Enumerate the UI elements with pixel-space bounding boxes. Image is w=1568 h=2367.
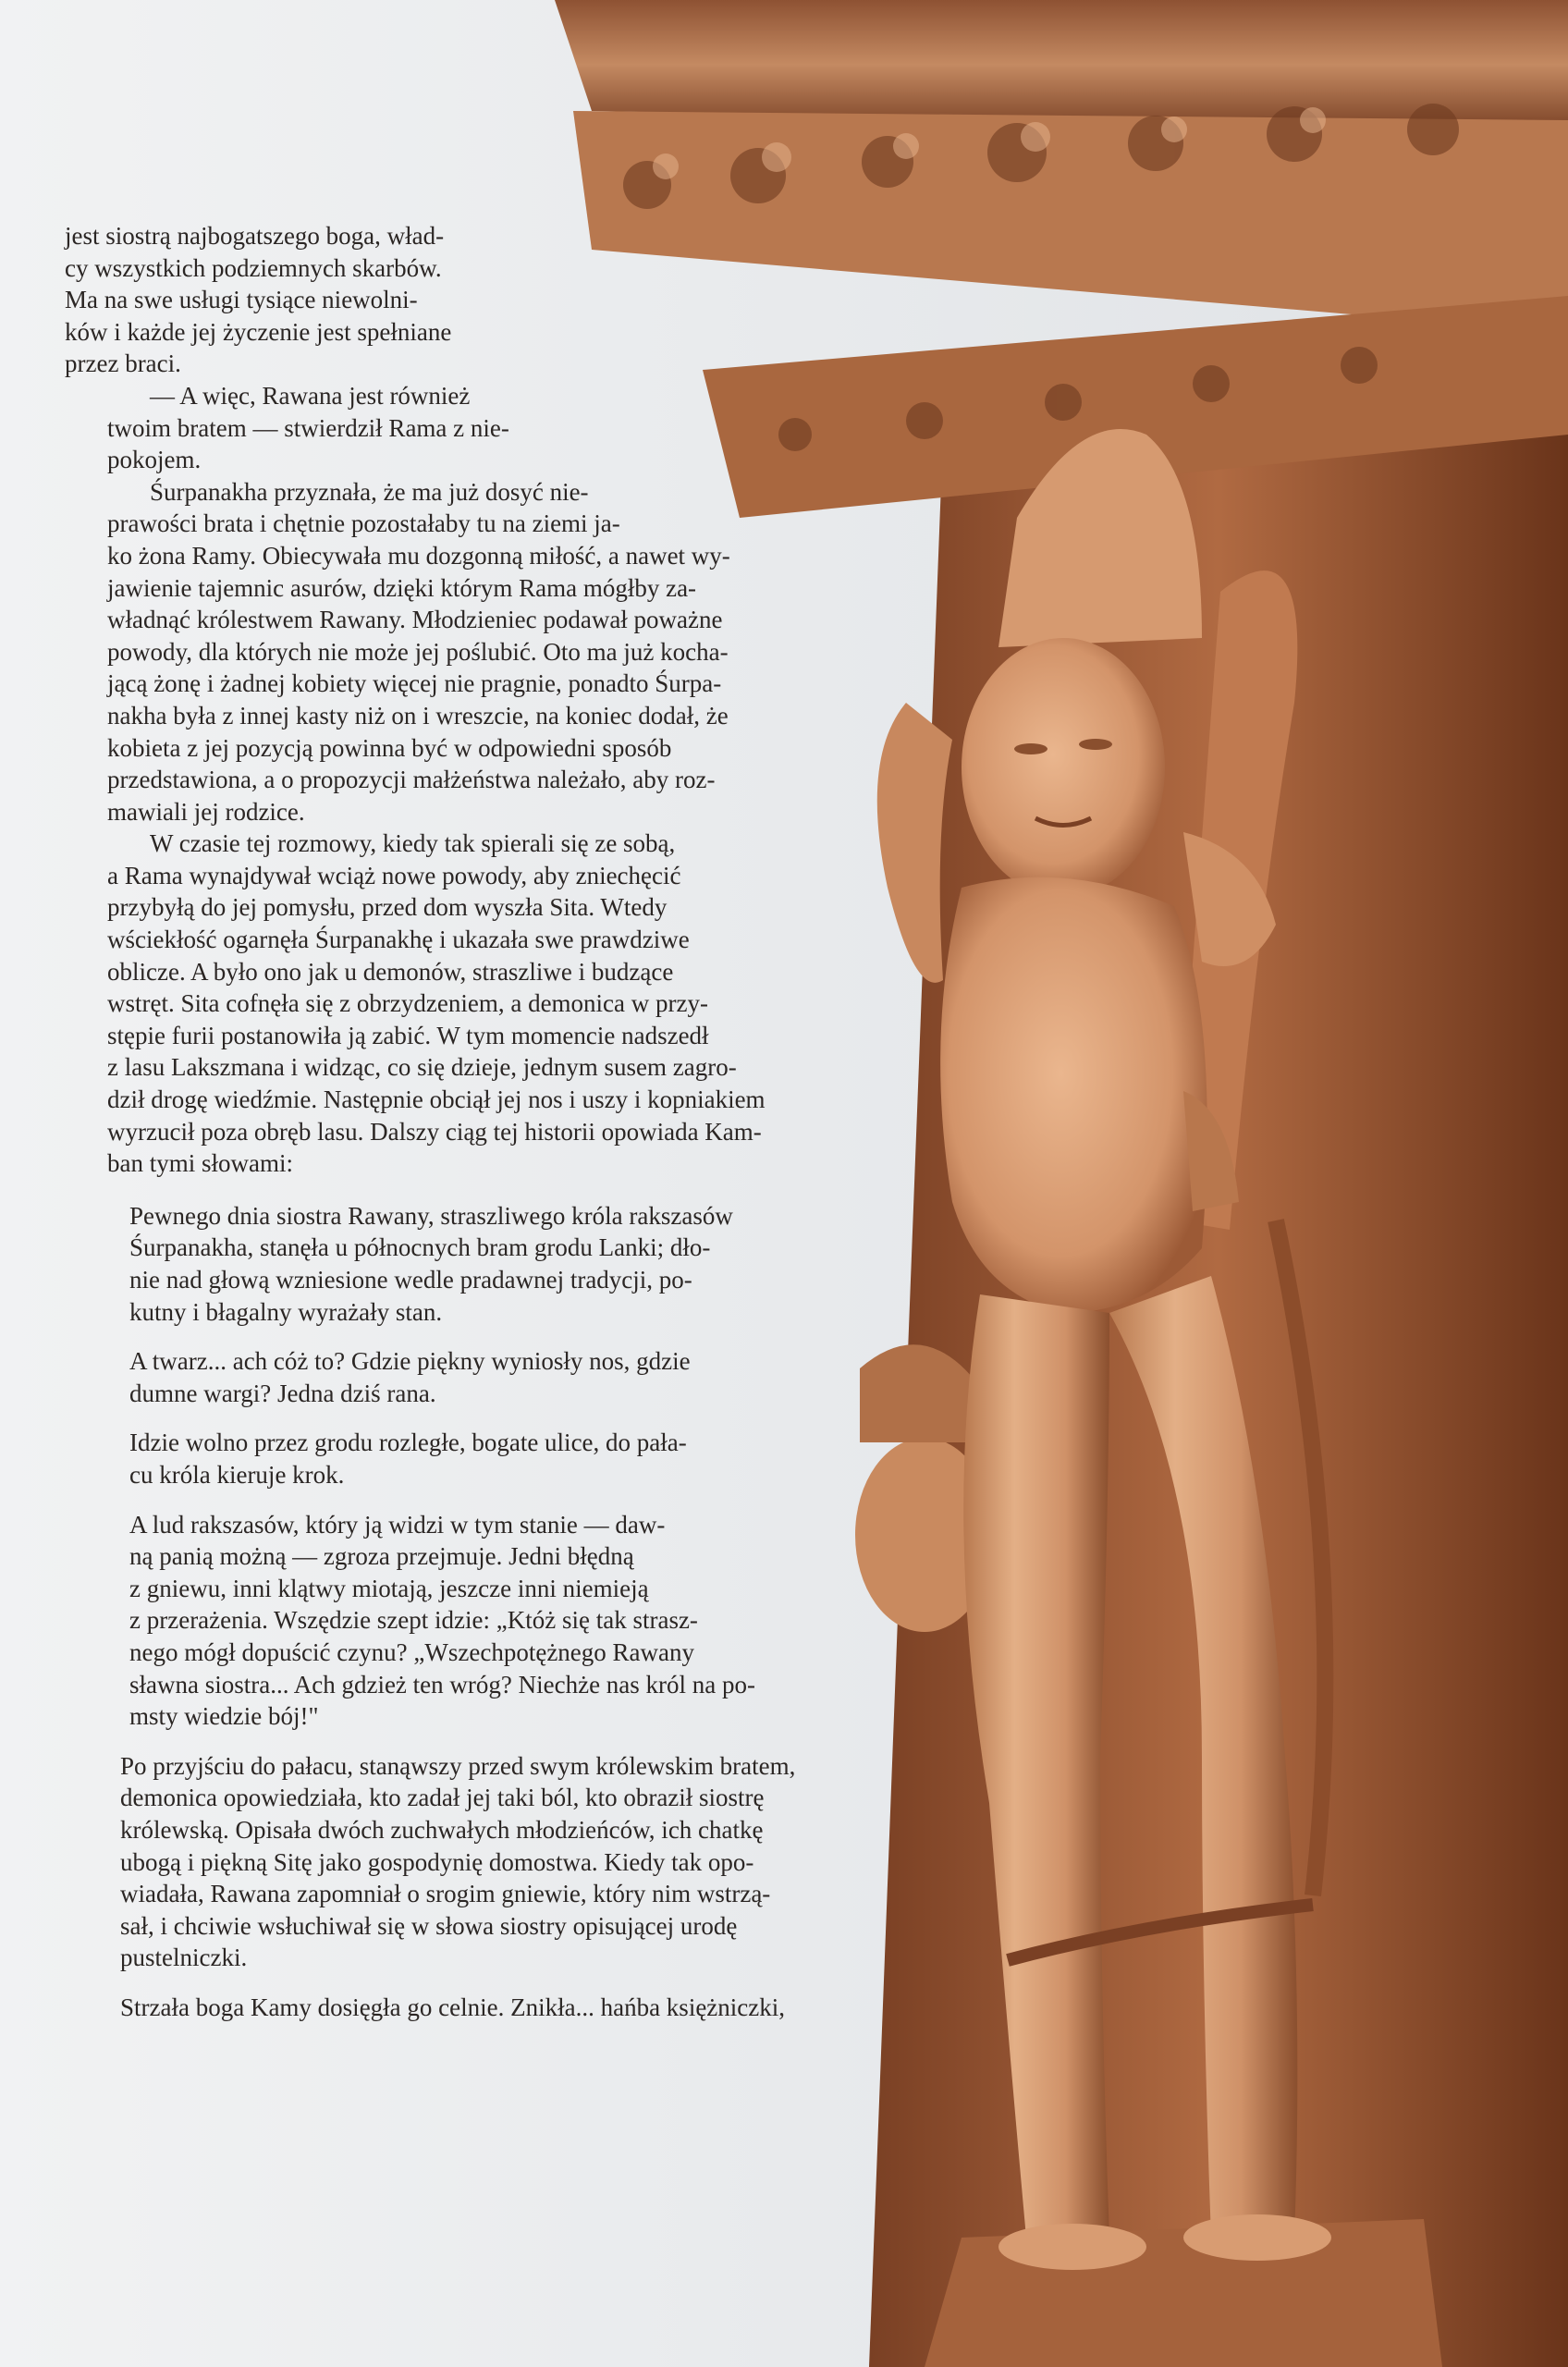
kamban-quotation	[65, 1200, 804, 2024]
text-line: Idzie wolno przez grodu rozległe, bogate ulice, do pała-	[129, 1429, 687, 1457]
text-line: jawienie tajemnic asurów, dzięki którym Rama mógłby za-	[107, 573, 697, 602]
text-line: przybyłą do jej pomysłu, przed dom wyszła Sita. Wtedy	[107, 893, 668, 922]
text-line: twoim bratem — stwierdził Rama z nie-	[107, 413, 509, 442]
text-line: mawiali jej rodzice.	[107, 797, 305, 826]
text-line: Ma na swe usługi tysiące niewolni-	[65, 286, 418, 314]
text-line: — A więc, Rawana jest również	[150, 381, 471, 410]
text-line: sał, i chciwie wsłuchiwał się w słowa siostry opisującej urodę	[120, 1911, 738, 1940]
text-line: Strzała boga Kamy dosięgła go celnie. Znikła... hańba księżniczki,	[120, 1993, 786, 2021]
text-line: W czasie tej rozmowy, kiedy tak spierali się ze sobą,	[150, 829, 676, 858]
text-line: cu króla kieruje krok.	[129, 1460, 345, 1489]
text-line: nie nad głową wzniesione wedle pradawnej tradycji, po-	[129, 1266, 692, 1294]
text-line: cy wszystkich podziemnych skarbów.	[65, 253, 442, 282]
text-line: Pewnego dnia siostra Rawany, straszliwego króla rakszasów	[129, 1201, 733, 1230]
text-line: nakha była z innej kasty niż on i wreszcie, na koniec dodał, że	[107, 701, 729, 730]
text-line: z gniewu, inni klątwy miotają, jeszcze inni niemieją	[129, 1574, 649, 1602]
text-line: dził drogę wiedźmie. Następnie obciął jej nos i uszy i kopniakiem	[107, 1085, 766, 1114]
text-line: prawości brata i chętnie pozostałaby tu na ziemi ja-	[107, 509, 620, 538]
article-text	[65, 220, 804, 2041]
text-line: dumne wargi? Jedna dziś rana.	[129, 1379, 436, 1407]
paragraph-4	[65, 828, 804, 1180]
text-line: królewską. Opisała dwóch zuchwałych młodzieńców, ich chatkę	[120, 1815, 764, 1844]
text-line: ban tymi słowami:	[107, 1149, 293, 1178]
text-line: a Rama wynajdywał wciąż nowe powody, aby zniechęcić	[107, 861, 681, 889]
text-line: ną panią możną — zgroza przejmuje. Jedni błędną	[129, 1542, 634, 1571]
text-line: wściekłość ogarnęła Śurpanakhę i ukazała swe prawdziwe	[107, 926, 690, 954]
text-line: kobieta z jej pozycją powinna być w odpowiedni sposób	[107, 733, 672, 762]
text-line: pustelniczki.	[120, 1944, 248, 1972]
text-line: z przerażenia. Wszędzie szept idzie: „Któż się tak strasz-	[129, 1606, 698, 1635]
text-line: jącą żonę i żadnej kobiety więcej nie pragnie, ponadto Śurpa-	[107, 669, 722, 698]
text-line: Śurpanakha przyznała, że ma już dosyć nie-	[150, 477, 589, 506]
text-line: ków i każde jej życzenie jest spełniane	[65, 317, 452, 346]
quote-paragraph-2	[129, 1345, 804, 1409]
text-line: demonica opowiedziała, kto zadał jej taki ból, kto obraził siostrę	[120, 1784, 765, 1812]
text-line: sławna siostra... Ach gdzież ten wróg? Niechże nas król na po-	[129, 1670, 756, 1699]
quote-paragraph-4	[129, 1509, 804, 1733]
text-line: ko żona Ramy. Obiecywała mu dozgonną miłość, a nawet wy-	[107, 541, 730, 570]
paragraph-1	[65, 220, 804, 380]
paragraph-2	[65, 380, 804, 476]
text-line: jest siostrą najbogatszego boga, wład-	[65, 222, 445, 250]
text-line: Po przyjściu do pałacu, stanąwszy przed swym królewskim bratem,	[120, 1751, 796, 1780]
text-line: wyrzucił poza obręb lasu. Dalszy ciąg tej historii opowiada Kam-	[107, 1117, 762, 1146]
text-line: przedstawiona, a o propozycji małżeństwa należało, aby roz-	[107, 766, 716, 794]
text-line: A lud rakszasów, który ją widzi w tym stanie — daw-	[129, 1510, 666, 1539]
text-line: władnąć królestwem Rawany. Młodzieniec podawał poważne	[107, 606, 723, 634]
quote-paragraph-5	[120, 1750, 804, 1974]
text-line: A twarz... ach cóż to? Gdzie piękny wyniosły nos, gdzie	[129, 1347, 691, 1376]
text-line: wstręt. Sita cofnęła się z obrzydzeniem, a demonica w przy-	[107, 989, 708, 1018]
text-line: powody, dla których nie może jej poślubić. Oto ma już kocha-	[107, 637, 729, 666]
text-line: oblicze. A było ono jak u demonów, straszliwe i budzące	[107, 957, 674, 986]
text-line: przez braci.	[65, 350, 181, 378]
text-line: stępie furii postanowiła ją zabić. W tym momencie nadszedł	[107, 1021, 709, 1049]
text-line: Śurpanakha, stanęła u północnych bram grodu Lanki; dło-	[129, 1233, 711, 1262]
text-line: nego mógł dopuścić czynu? „Wszechpotężnego Rawany	[129, 1637, 695, 1666]
text-line: wiadała, Rawana zapomniał o srogim gniewie, który nim wstrzą-	[120, 1880, 771, 1908]
text-line: msty wiedzie bój!"	[129, 1702, 319, 1731]
quote-paragraph-1	[129, 1200, 804, 1328]
paragraph-3	[65, 476, 804, 828]
text-line: kutny i błagalny wyrażały stan.	[129, 1297, 443, 1326]
text-line: ubogą i piękną Sitę jako gospodynię domostwa. Kiedy tak opo-	[120, 1847, 754, 1876]
text-line: z lasu Lakszmana i widząc, co się dzieje, jednym susem zagro-	[107, 1053, 737, 1082]
text-line: pokojem.	[107, 446, 202, 474]
quote-paragraph-6	[120, 1992, 804, 2024]
quote-paragraph-3	[129, 1427, 804, 1490]
